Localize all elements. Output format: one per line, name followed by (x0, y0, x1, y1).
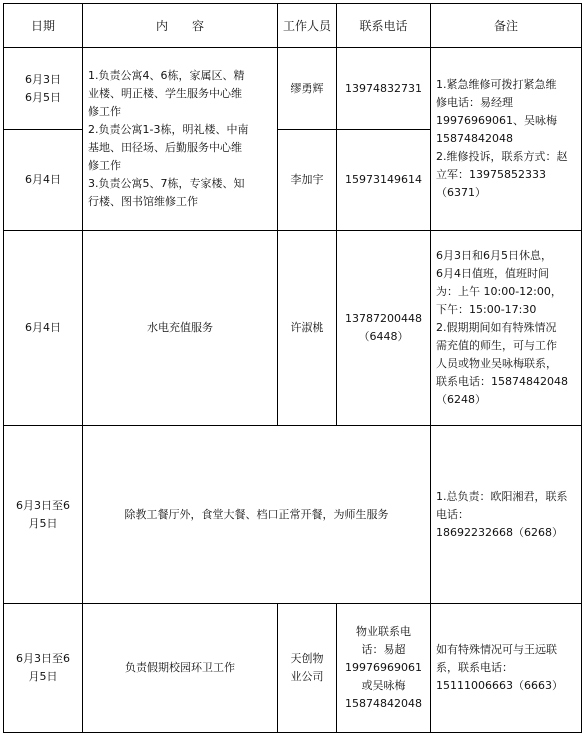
date-line: 6月3日 (25, 72, 61, 86)
content-cell: 除教工餐厅外，食堂大餐、档口正常开餐，为师生服务 (83, 426, 431, 604)
phone-line: 19976969061 (345, 661, 422, 674)
header-row (4, 4, 582, 48)
remark-line: 下午：15:00-17:30 (436, 303, 537, 316)
content-line: 2.负责公寓1-3栋，明礼楼、中南 (88, 123, 249, 136)
date-cell: 6月4日 (4, 231, 83, 426)
content-line: 修工作 (88, 159, 121, 172)
table-row (4, 426, 582, 604)
content-line: 3.负责公寓5、7栋，专家楼、知 (88, 177, 245, 190)
remark-line: 联系电话：15874842048 (436, 375, 568, 388)
remark-line: 如有特殊情况可与王远联 (436, 643, 557, 656)
staff-cell: 缪勇辉 (278, 48, 337, 130)
remark-line: （6248） (436, 393, 486, 406)
header-remark: 备注 (431, 4, 582, 48)
header-content: 内 容 (83, 4, 278, 48)
remark-line: 为：上午 10:00-12:00， (436, 285, 562, 298)
phone-cell: 15973149614 (337, 130, 431, 231)
header-staff: 工作人员 (278, 4, 337, 48)
remark-line: 6月3日和6月5日休息， (436, 249, 552, 262)
content-line: 基地、田径场、后勤服务中心维 (88, 141, 242, 154)
phone-line: 话：易超 (361, 643, 406, 656)
phone-cell (337, 231, 431, 426)
remark-cell (431, 426, 582, 604)
remark-line: 立军：13975852333 (436, 168, 546, 181)
staff-cell: 许淑桃 (278, 231, 337, 426)
content-cell: 水电充值服务 (83, 231, 278, 426)
phone-cell: 13974832731 (337, 48, 431, 130)
date-cell (4, 48, 83, 130)
remark-line: 6月4日值班，值班时间 (436, 267, 549, 280)
remark-cell (431, 231, 582, 426)
staff-cell (278, 604, 337, 733)
content-line: 1.负责公寓4、6栋，家属区、精 (88, 69, 245, 82)
phone-line: 13787200448 (345, 312, 422, 325)
phone-cell (337, 604, 431, 733)
date-line: 6月5日 (25, 90, 61, 104)
header-phone: 联系电话 (337, 4, 431, 48)
remark-line: 需充值的师生，可与工作 (436, 339, 557, 352)
phone-line: 物业联系电 (356, 625, 411, 638)
table-row (4, 604, 582, 733)
remark-line: 系，联系电话： (436, 661, 513, 674)
remark-line: 2.假期期间如有特殊情况 (436, 321, 557, 334)
date-line: 6月3日至6 (16, 498, 70, 512)
remark-line: 18692232668（6268） (436, 525, 563, 539)
phone-line: 15874842048 (345, 697, 422, 710)
date-line: 月5日 (28, 670, 58, 683)
remark-cell (431, 48, 582, 231)
remark-line: 人员或物业吴咏梅联系， (436, 357, 557, 370)
content-cell (83, 48, 278, 231)
content-line: 修工作 (88, 105, 121, 118)
date-cell (4, 426, 83, 604)
remark-line: 修电话：易经理 (436, 96, 513, 109)
content-cell: 负责假期校园环卫工作 (83, 604, 278, 733)
content-line: 业楼、明正楼、学生服务中心维 (88, 87, 242, 100)
phone-line: （6448） (358, 330, 409, 343)
remark-line: 19976969061、吴咏梅 (436, 114, 557, 127)
remark-line: （6371） (436, 186, 486, 199)
header-date: 日期 (4, 4, 83, 48)
remark-line: 1.总负责：欧阳湘君，联系 (436, 489, 568, 503)
remark-cell (431, 604, 582, 733)
remark-line: 2.维修投诉，联系方式：赵 (436, 150, 568, 163)
remark-line: 15111006663（6663） (436, 679, 563, 692)
table-row (4, 231, 582, 426)
table-row (4, 48, 582, 130)
date-line: 6月3日至6 (16, 652, 70, 665)
remark-line: 15874842048 (436, 132, 513, 145)
phone-line: 或吴咏梅 (361, 679, 406, 692)
content-line: 行楼、图书馆维修工作 (88, 195, 198, 208)
remark-line: 电话： (436, 507, 469, 521)
date-line: 月5日 (28, 516, 58, 530)
staff-line: 天创物 (290, 652, 324, 665)
staff-cell: 李加宇 (278, 130, 337, 231)
date-cell (4, 604, 83, 733)
schedule-table (3, 3, 582, 733)
staff-line: 业公司 (290, 670, 324, 683)
date-cell: 6月4日 (4, 130, 83, 231)
remark-line: 1.紧急维修可拨打紧急维 (436, 78, 557, 91)
